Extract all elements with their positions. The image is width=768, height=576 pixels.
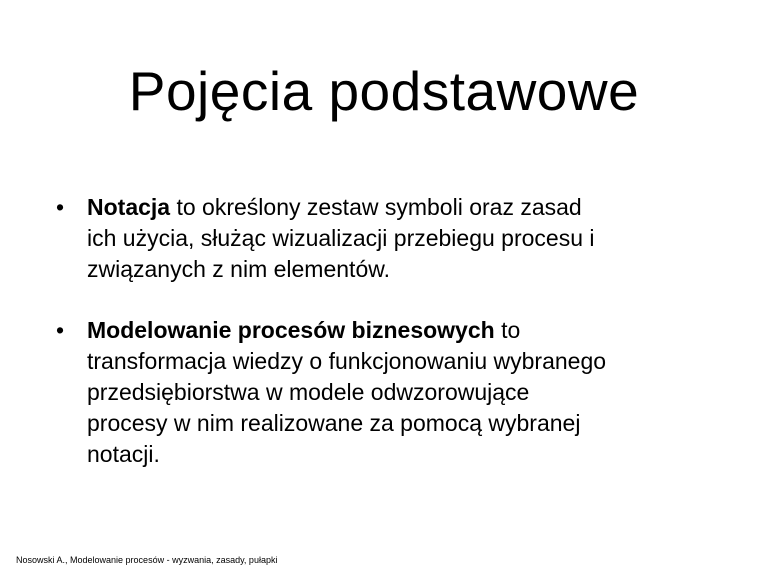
bullet-line: procesy w nim realizowane za pomocą wybranej xyxy=(87,410,581,436)
bullet-text: to xyxy=(494,317,521,343)
bullet-line: notacji. xyxy=(87,441,160,467)
bullet-term: Modelowanie procesów biznesowych xyxy=(87,317,495,343)
bullet-term: Notacja xyxy=(87,194,171,220)
bullet-line xyxy=(87,315,736,346)
bullet-list xyxy=(56,192,736,470)
bullet-line: transformacja wiedzy o funkcjonowaniu wybranego xyxy=(87,348,607,374)
bullet-line: przedsiębiorstwa w modele odwzorowujące xyxy=(87,379,530,405)
bullet-item-modelowanie xyxy=(56,315,736,470)
bullet-icon xyxy=(56,192,64,223)
bullet-icon xyxy=(56,315,64,346)
bullet-line: ich użycia, służąc wizualizacji przebiegu procesu i xyxy=(87,225,595,251)
slide-footer: Nosowski A., Modelowanie procesów - wyzwania, zasady, pułapki xyxy=(16,555,278,565)
bullet-item-notacja xyxy=(56,192,736,285)
bullet-line: związanych z nim elementów. xyxy=(87,256,390,282)
bullet-text: to określony zestaw symboli oraz zasad xyxy=(170,194,582,220)
slide-title: Pojęcia podstawowe xyxy=(128,60,640,122)
bullet-line xyxy=(87,192,736,223)
